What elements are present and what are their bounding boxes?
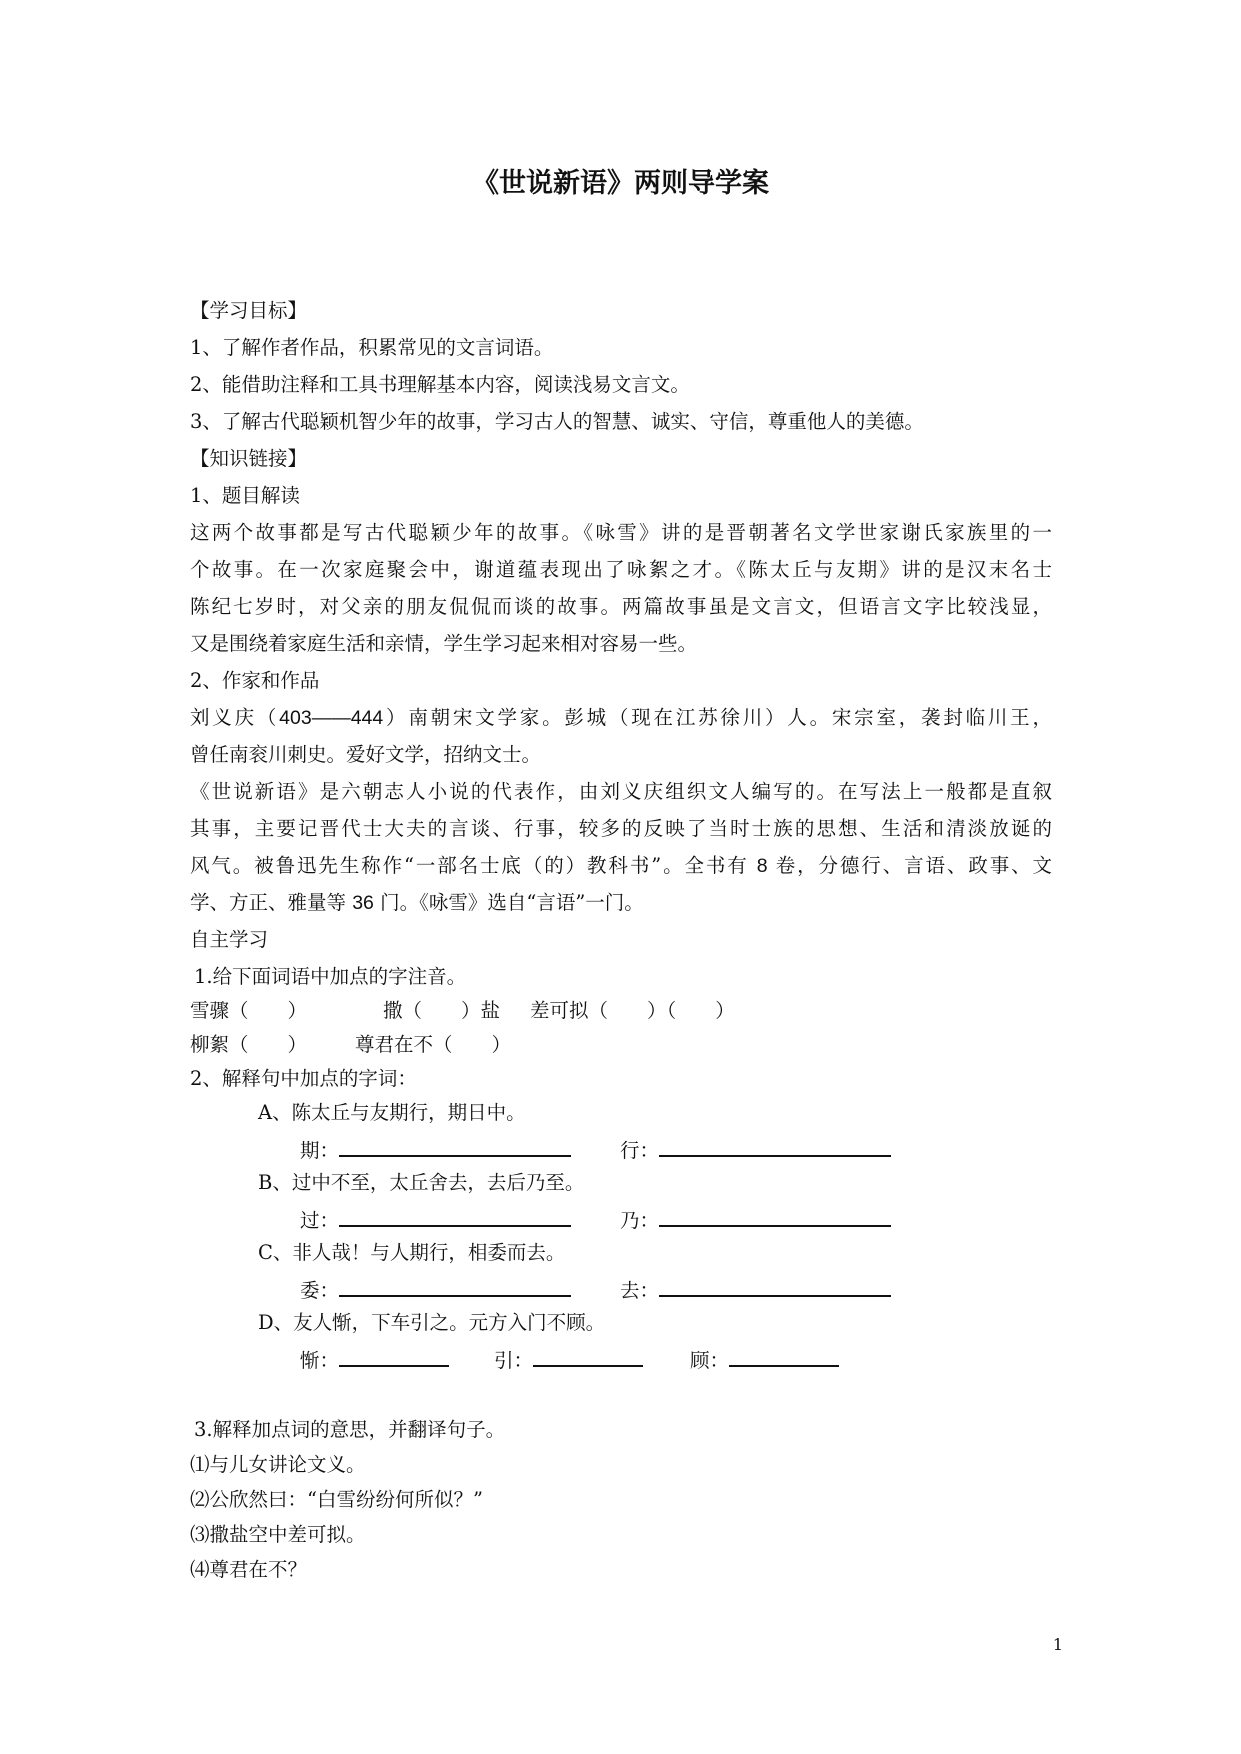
question-1-heading: 1.给下面词语中加点的字注音。	[194, 965, 467, 988]
q2-answer-qu[interactable]: 去：	[620, 1273, 891, 1306]
q1-item-xue-zhou[interactable]: 雪骤（ ）	[190, 999, 308, 1022]
topic-heading: 1、题目解读	[190, 484, 300, 507]
q2-sentence-b: B、过中不至，太丘舍去，去后乃至。	[258, 1171, 585, 1194]
topic-paragraph-line-2: 个故事。在一次家庭聚会中，谢道蕴表现出了咏絮之才。《陈太丘与友期》讲的是汉末名士	[190, 558, 1052, 581]
work-paragraph-line-4: 学、方正、雅量等 36 门。《咏雪》选自“言语”一门。	[190, 891, 644, 914]
answer-blank[interactable]	[339, 1203, 571, 1227]
q3-item-1: ⑴与儿女讲论文义。	[190, 1453, 366, 1476]
topic-paragraph-line-4: 又是围绕着家庭生活和亲情，学生学习起来相对容易一些。	[190, 632, 698, 655]
q2-answer-yin[interactable]: 引：	[494, 1343, 643, 1376]
topic-paragraph-line-1: 这两个故事都是写古代聪颖少年的故事。《咏雪》讲的是晋朝著名文学世家谢氏家族里的一	[190, 521, 1052, 544]
question-2-heading: 2、解释句中加点的字词：	[190, 1067, 417, 1090]
q2-answer-guo[interactable]: 过：	[300, 1203, 571, 1236]
q2-answer-gu[interactable]: 顾：	[690, 1343, 839, 1376]
answer-blank[interactable]	[659, 1273, 891, 1297]
q1-item-liu-xu[interactable]: 柳絮（ ）	[190, 1033, 308, 1056]
q1-item-cha-ke-ni[interactable]: 差可拟（ ）（ ）	[530, 999, 735, 1022]
work-paragraph-line-2: 其事，主要记晋代士大夫的言谈、行事，较多的反映了当时士族的思想、生活和清淡放诞的	[190, 817, 1052, 840]
question-3-heading: 3.解释加点词的意思，并翻译句子。	[194, 1418, 506, 1441]
answer-blank[interactable]	[339, 1343, 449, 1367]
author-years: 403——444	[279, 707, 384, 729]
objective-item-1: 1、了解作者作品，积累常见的文言词语。	[190, 336, 554, 359]
topic-paragraph-line-3: 陈纪七岁时，对父亲的朋友侃侃而谈的故事。两篇故事虽是文言文，但语言文字比较浅显，	[190, 595, 1052, 618]
answer-blank[interactable]	[659, 1133, 891, 1157]
answer-blank[interactable]	[339, 1133, 571, 1157]
q3-item-3: ⑶撒盐空中差可拟。	[190, 1523, 366, 1546]
work-paragraph-line-3: 风气。被鲁迅先生称作“一部名士底（的）教科书”。全书有 8 卷，分德行、言语、政事、文	[190, 854, 1053, 877]
answer-blank[interactable]	[339, 1273, 571, 1297]
q2-answer-nai[interactable]: 乃：	[620, 1203, 891, 1236]
q3-item-2: ⑵公欣然曰：“白雪纷纷何所似？”	[190, 1488, 483, 1511]
answer-blank[interactable]	[659, 1203, 891, 1227]
q2-sentence-a: A、陈太丘与友期行，期日中。	[258, 1101, 526, 1124]
q3-item-4: ⑷尊君在不？	[190, 1558, 308, 1581]
q2-answer-wei[interactable]: 委：	[300, 1273, 571, 1306]
self-study-heading: 自主学习	[190, 928, 269, 951]
author-paragraph-line-2: 曾任南衮川刺史。爱好文学，招纳文士。	[190, 743, 542, 766]
q2-sentence-d: D、友人惭，下车引之。元方入门不顾。	[258, 1311, 606, 1334]
q1-item-sa-yan[interactable]: 撒（ ）盐	[383, 999, 501, 1022]
answer-blank[interactable]	[729, 1343, 839, 1367]
author-paragraph-line-1: 刘义庆（403——444）南朝宋文学家。彭城（现在江苏徐川）人。宋宗室，袭封临川王，	[190, 706, 1052, 729]
objectives-heading: 【学习目标】	[190, 299, 308, 322]
q2-answer-xing[interactable]: 行：	[620, 1133, 891, 1166]
knowledge-heading: 【知识链接】	[190, 447, 308, 470]
document-title: 《世说新语》两则导学案	[472, 168, 769, 199]
q2-sentence-c: C、非人哉！与人期行，相委而去。	[258, 1241, 566, 1264]
answer-blank[interactable]	[533, 1343, 643, 1367]
author-heading: 2、作家和作品	[190, 669, 320, 692]
q2-answer-qi[interactable]: 期：	[300, 1133, 571, 1166]
q2-answer-can[interactable]: 惭：	[300, 1343, 449, 1376]
objective-item-3: 3、了解古代聪颖机智少年的故事，学习古人的智慧、诚实、守信，尊重他人的美德。	[190, 410, 924, 433]
page-number: 1	[1052, 1635, 1063, 1654]
work-paragraph-line-1: 《世说新语》是六朝志人小说的代表作，由刘义庆组织文人编写的。在写法上一般都是直叙	[190, 780, 1052, 803]
objective-item-2: 2、能借助注释和工具书理解基本内容，阅读浅易文言文。	[190, 373, 690, 396]
q1-item-zun-jun[interactable]: 尊君在不（ ）	[355, 1033, 512, 1056]
